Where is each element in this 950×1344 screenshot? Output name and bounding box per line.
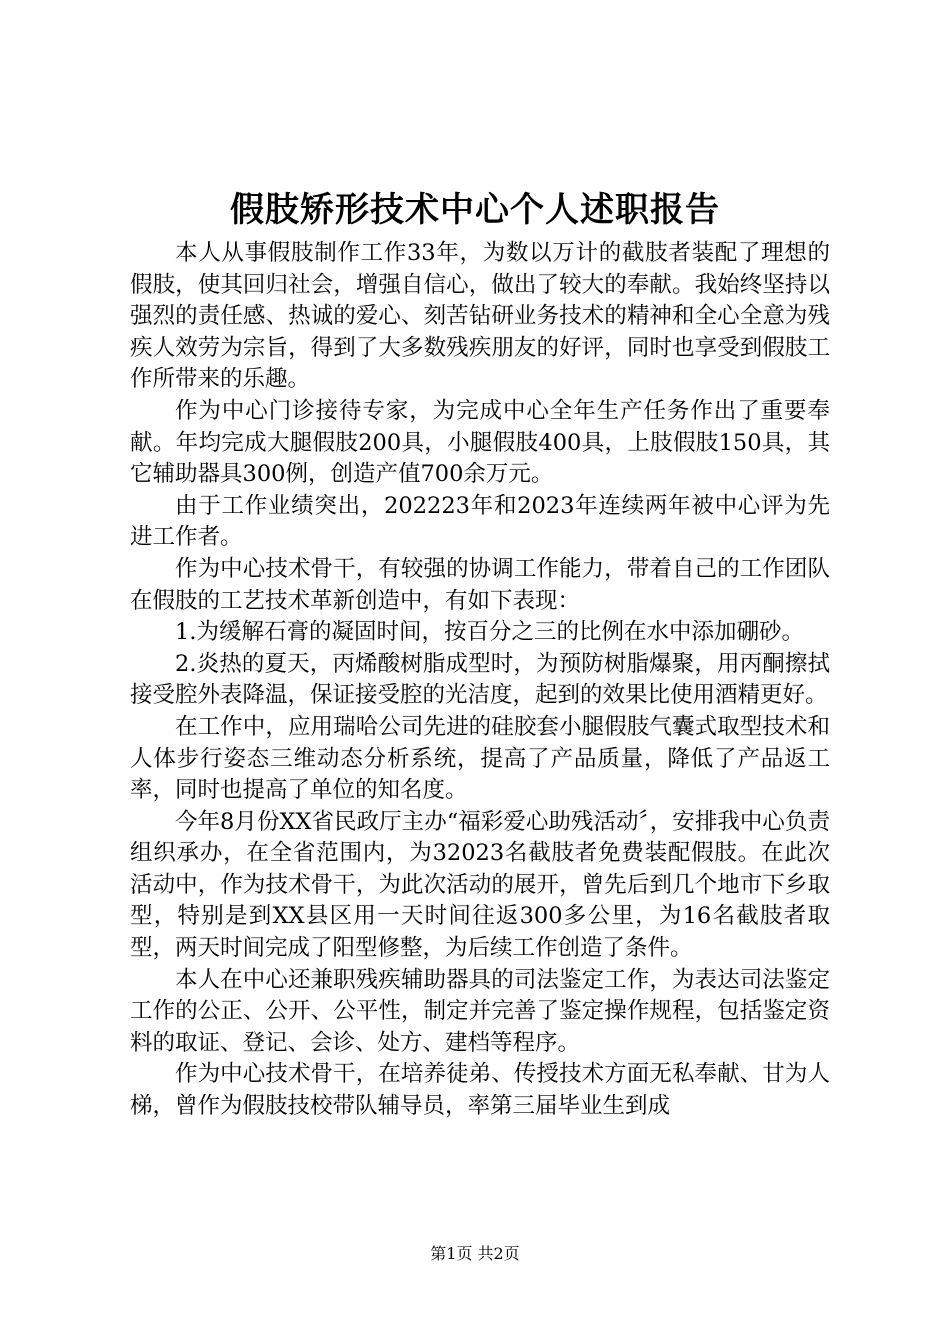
paragraph-list-item-2: 2.炎热的夏天，丙烯酸树脂成型时，为预防树脂爆聚，用丙酮擦拭接受腔外表降温，保证接受腔的光洁度，起到的效果比使用酒精更好。 [130, 650, 830, 709]
paragraph-1: 本人从事假肢制作工作33年，为数以万计的截肢者装配了理想的假肢，使其回归社会，增强自信心，做出了较大的奉献。我始终坚持以强烈的责任感、热诚的爱心、刻苦钻研业务技术的精神和全心全意为残疾人效劳为宗旨，得到了大多数残疾朋友的好评，同时也享受到假肢工作所带来的乐趣。 [130, 240, 830, 393]
paragraph-2: 作为中心门诊接待专家，为完成中心全年生产任务作出了重要奉献。年均完成大腿假肢200具，小腿假肢400具，上肢假肢150具，其它辅助器具300例，创造产值700余万元。 [130, 397, 830, 488]
paragraph-8: 作为中心技术骨干，在培养徒弟、传授技术方面无私奉献、甘为人梯，曾作为假肢技校带队辅导员，率第三届毕业生到成 [130, 1061, 830, 1120]
paragraph-4: 作为中心技术骨干，有较强的协调工作能力，带着自己的工作团队在假肢的工艺技术革新创造中，有如下表现： [130, 555, 830, 614]
paragraph-6: 今年8月份XX省民政厅主办“福彩爱心助残活动〞，安排我中心负责组织承办，在全省范围内，为32023名截肢者免费装配假肢。在此次活动中，作为技术骨干，为此次活动的展开，曾先后到几个地市下乡取型，特别是到XX县区用一天时间往返300多公里，为16名截肢者取型，两天时间完成了阳型修整，为后续工作创造了条件。 [130, 808, 830, 962]
paragraph-list-item-1: 1.为缓解石膏的凝固时间，按百分之三的比例在水中添加硼砂。 [175, 619, 804, 646]
document-body [130, 238, 830, 1123]
document-title: 假肢矫形技术中心个人述职报告 [230, 190, 720, 230]
paragraph-7: 本人在中心还兼职残疾辅助器具的司法鉴定工作，为表达司法鉴定工作的公正、公开、公平性，制定并完善了鉴定操作规程，包括鉴定资料的取证、登记、会诊、处方、建档等程序。 [130, 966, 830, 1056]
paragraph-3: 由于工作业绩突出，202223年和2023年连续两年被中心评为先进工作者。 [130, 492, 830, 551]
paragraph-5: 在工作中，应用瑞哈公司先进的硅胶套小腿假肢气囊式取型技术和人体步行姿态三维动态分析系统，提高了产品质量，降低了产品返工率，同时也提高了单位的知名度。 [130, 713, 830, 804]
page-number-footer: 第1页 共2页 [430, 1244, 520, 1263]
